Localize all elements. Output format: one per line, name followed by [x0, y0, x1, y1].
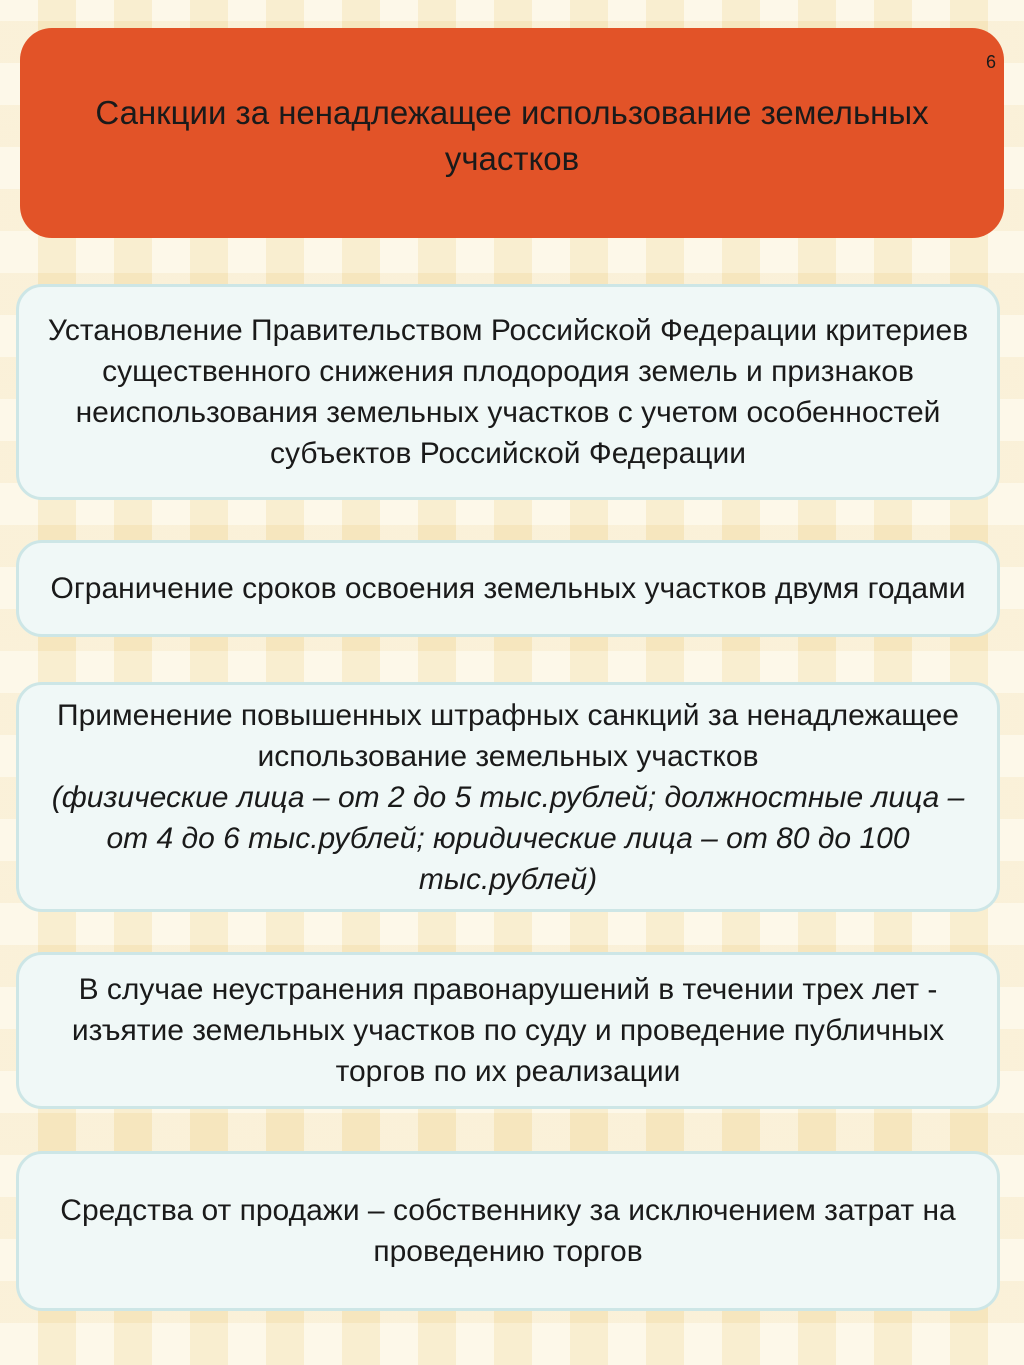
sanction-card-seizure: [16, 952, 1000, 1109]
slide-header: [20, 28, 1004, 238]
slide-title: Санкции за ненадлежащее использование земельных участков: [95, 94, 929, 177]
card-fines-note: (физические лица – от 2 до 5 тыс.рублей; должностные лица – от 4 до 6 тыс.рублей; юридические лица – от 80 до 100 тыс.рублей): [51, 780, 965, 896]
card-text: Применение повышенных штрафных санкций за ненадлежащее использование земельных участков: [57, 698, 959, 773]
card-text: В случае неустранения правонарушений в течении трех лет - изъятие земельных участков по суду и проведение публичных торгов по их реализации: [71, 973, 945, 1088]
sanction-card-deadline: [16, 540, 1000, 637]
sanction-card-proceeds: [16, 1151, 1000, 1311]
card-text: Установление Правительством Российской Федерации критериев существенного снижения плодородия земель и признаков неиспользования земельных участков с учетом особенностей субъектов Российской Федерации: [47, 314, 969, 470]
card-text: Ограничение сроков освоения земельных участков двумя годами: [50, 572, 966, 605]
card-text: Средства от продажи – собственнику за исключением затрат на проведению торгов: [60, 1194, 956, 1268]
slide-number: 6: [985, 52, 996, 72]
sanction-card-fines: [16, 682, 1000, 912]
sanction-card-criteria: [16, 284, 1000, 500]
